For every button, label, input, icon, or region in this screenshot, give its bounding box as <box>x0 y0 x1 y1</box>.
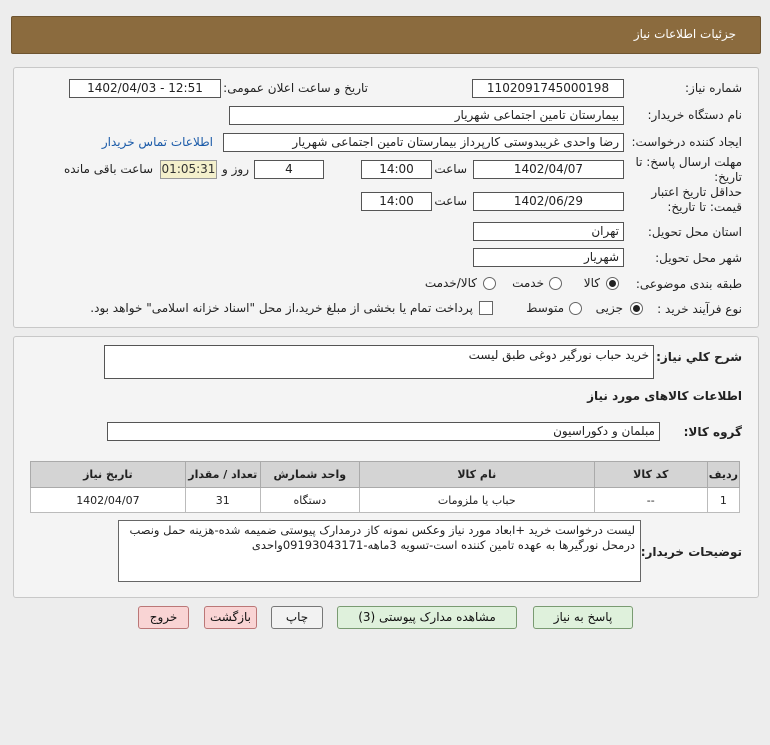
reply-button[interactable]: پاسخ به نیاز <box>533 606 633 629</box>
days-label: روز و <box>222 162 249 176</box>
cell-unit: دستگاه <box>260 488 359 513</box>
page-header <box>11 16 761 54</box>
goods-section-title: اطلاعات کالاهای مورد نیاز <box>587 389 742 403</box>
table-row <box>31 488 740 513</box>
category-option-service: خدمت <box>512 276 544 290</box>
deadline-time-label: ساعت <box>434 162 467 176</box>
print-button[interactable]: چاپ <box>271 606 323 629</box>
goods-group-field: مبلمان و دکوراسیون <box>107 422 660 441</box>
process-option-minor: جزیی <box>595 301 623 315</box>
city-field: شهریار <box>473 248 624 267</box>
deadline-label-line2: تاریخ: <box>714 170 742 184</box>
buyer-notes-label: توضیحات خریدار: <box>640 545 742 559</box>
process-label: نوع فرآیند خرید : <box>657 302 742 316</box>
summary-field: خرید حباب نورگیر دوغی طبق لیست <box>104 345 654 379</box>
process-radio-medium[interactable] <box>569 302 582 315</box>
creator-label: ایجاد کننده درخواست: <box>631 135 742 149</box>
city-label: شهر محل تحویل: <box>655 251 742 265</box>
validity-label-line2: قیمت: تا تاریخ: <box>667 200 742 214</box>
goods-table <box>30 461 740 513</box>
category-option-goods: کالا <box>583 276 600 290</box>
goods-group-label: گروه کالا: <box>683 425 742 439</box>
validity-time-label: ساعت <box>434 194 467 208</box>
remaining-label: ساعت باقی مانده <box>63 162 153 176</box>
creator-field: رضا واحدی غریبدوستی کارپرداز بیمارستان تامین اجتماعی شهریار <box>223 133 624 152</box>
remaining-time-field: 01:05:31 <box>160 160 217 179</box>
validity-label-line1: حداقل تاریخ اعتبار <box>651 185 742 199</box>
page-title: جزئیات اطلاعات نیاز <box>633 27 736 41</box>
validity-time-field: 14:00 <box>361 192 432 211</box>
cell-row: 1 <box>707 488 739 513</box>
need-number-field: 1102091745000198 <box>472 79 624 98</box>
col-qty: تعداد / مقدار <box>185 462 260 488</box>
deadline-date-field: 1402/04/07 <box>473 160 624 179</box>
province-label: استان محل تحویل: <box>647 225 742 239</box>
col-unit: واحد شمارش <box>260 462 359 488</box>
need-number-label: شماره نیاز: <box>685 81 742 95</box>
attachments-button[interactable]: مشاهده مدارک پیوستی (3) <box>337 606 517 629</box>
exit-button[interactable]: خروج <box>138 606 189 629</box>
buyer-notes-field: لیست درخواست خرید +ابعاد مورد نیاز وعکس نمونه کاز درمدارک پیوستی ضمیمه شده-هزینه حمل ونصب درمحل نورگیرها به عهده تامین کننده است-تسویه 3ماهه-09193043171واحدی <box>118 520 641 582</box>
summary-label: شرح کلي نياز: <box>656 350 742 364</box>
deadline-label <box>635 155 742 185</box>
days-field: 4 <box>254 160 324 179</box>
treasury-payment-checkbox[interactable] <box>479 301 493 315</box>
treasury-payment-note: پرداخت تمام یا بخشی از مبلغ خرید،از محل "اسناد خزانه اسلامی" خواهد بود. <box>90 301 473 315</box>
cell-qty: 31 <box>185 488 260 513</box>
announce-field: 1402/04/03 - 12:51 <box>69 79 221 98</box>
category-option-goods-service: کالا/خدمت <box>424 276 477 290</box>
col-name: نام کالا <box>359 462 594 488</box>
buyer-label: نام دستگاه خریدار: <box>647 108 742 122</box>
category-radio-goods[interactable] <box>606 277 619 290</box>
process-radio-minor[interactable] <box>630 302 643 315</box>
deadline-time-field: 14:00 <box>361 160 432 179</box>
col-row: ردیف <box>707 462 739 488</box>
province-field: تهران <box>473 222 624 241</box>
deadline-label-line1: مهلت ارسال پاسخ: تا <box>635 155 742 169</box>
cell-code: -- <box>594 488 707 513</box>
cell-date: 1402/04/07 <box>31 488 186 513</box>
cell-name: حباب یا ملزومات <box>359 488 594 513</box>
validity-label <box>651 185 742 215</box>
col-date: تاریخ نیاز <box>31 462 186 488</box>
col-code: کد کالا <box>594 462 707 488</box>
validity-date-field: 1402/06/29 <box>473 192 624 211</box>
goods-table-header <box>31 462 740 488</box>
back-button[interactable]: بازگشت <box>204 606 257 629</box>
announce-label: تاریخ و ساعت اعلان عمومی: <box>223 81 368 95</box>
buyer-contact-link[interactable]: اطلاعات تماس خریدار <box>101 135 213 149</box>
category-radio-goods-service[interactable] <box>483 277 496 290</box>
buyer-field: بیمارستان تامین اجتماعی شهریار <box>229 106 624 125</box>
category-label: طبقه بندی موضوعی: <box>635 277 742 291</box>
category-radio-service[interactable] <box>549 277 562 290</box>
process-option-medium: متوسط <box>526 301 564 315</box>
